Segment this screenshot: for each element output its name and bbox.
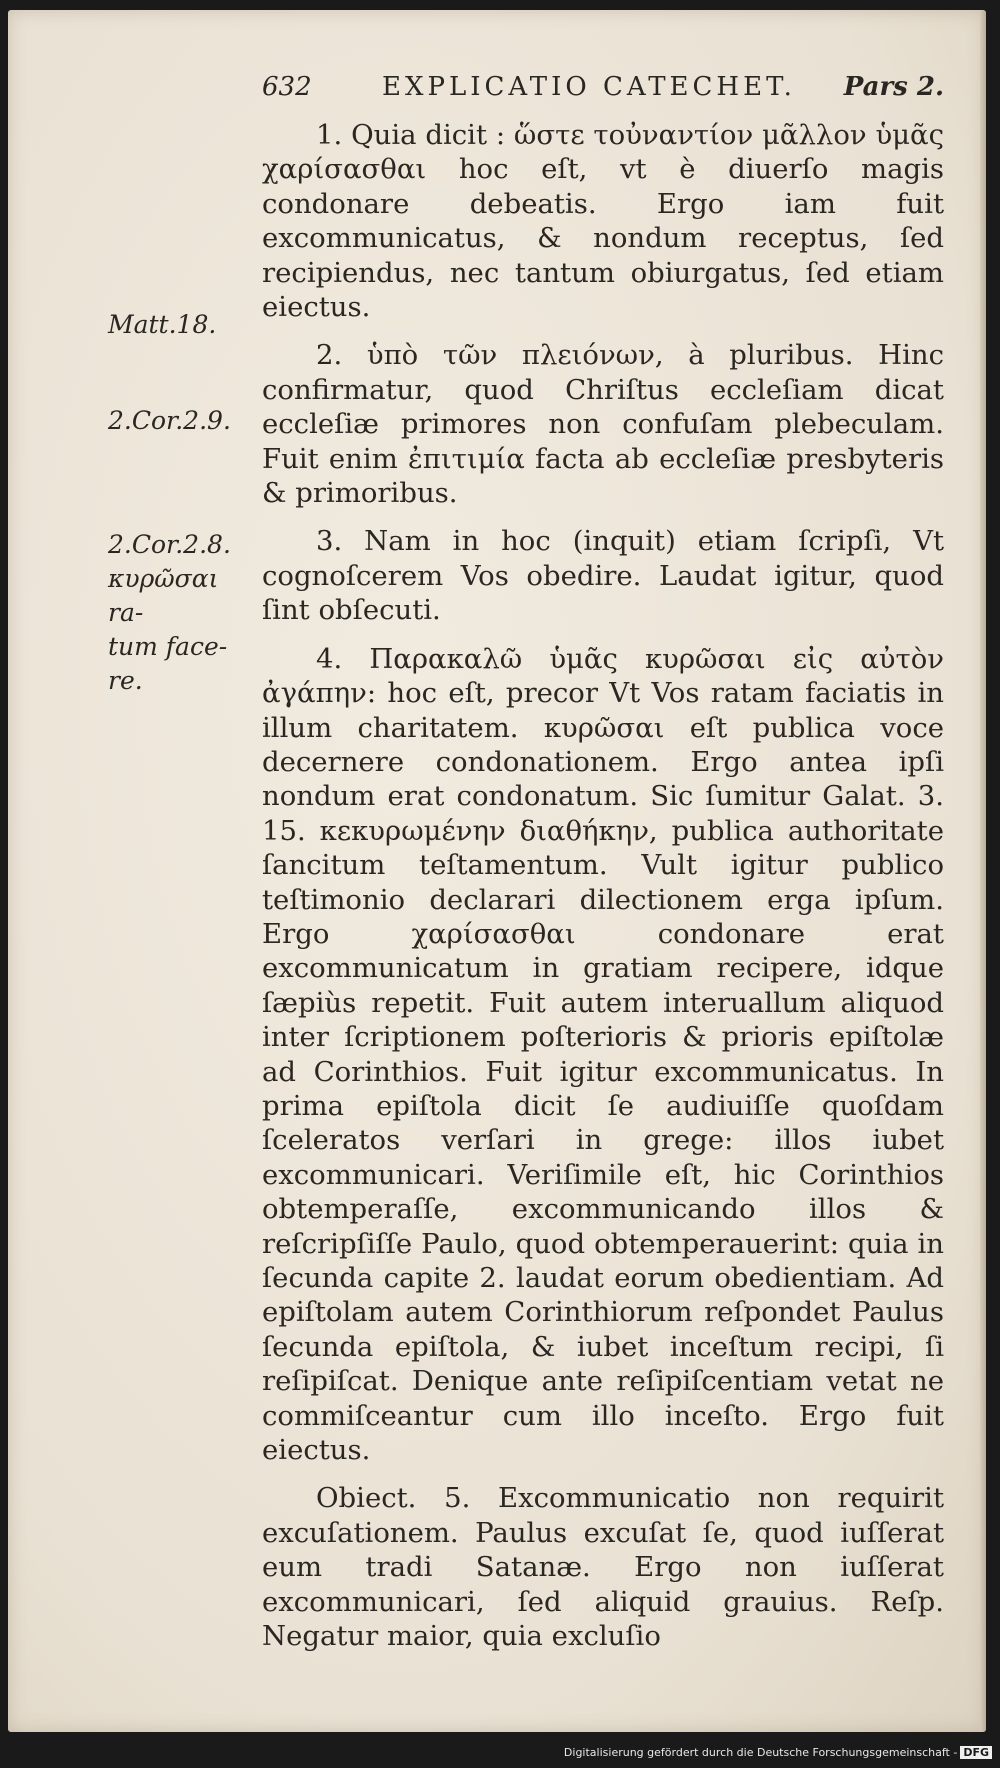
paragraph: Obiect. 5. Excommunicatio non requirit excuſationem. Paulus excuſat ſe, quod iuſſerat eum tradi Satanæ. Ergo non iuſſerat excommunicari, ſed aliquid grauius. Reſp. Negatur maior, quia excluſio <box>262 1482 944 1653</box>
dfg-logo: DFG <box>960 1746 992 1759</box>
main-text <box>262 118 944 1653</box>
digitization-credit <box>0 1746 992 1759</box>
margin-note: 2.Cor.2.9. <box>108 406 231 435</box>
paragraph: 2. ὑπὸ τῶν πλειόνων, à pluribus. Hinc confirmatur, quod Chriſtus eccleſiam dicat eccleſiæ primores non confuſam plebeculam. Fuit enim ἐπιτιμία facta ab eccleſiæ presbyteris & primoribus. <box>262 339 944 510</box>
book-page <box>8 10 986 1732</box>
page-number: 632 <box>262 72 312 102</box>
paragraph: 3. Nam in hoc (inquit) etiam ſcripſi, Vt cognoſcerem Vos obedire. Laudat igitur, quod ſint obſecuti. <box>262 525 944 627</box>
margin-note: Matt.18. <box>108 310 217 339</box>
page-edge <box>980 10 986 1732</box>
margin-note: 2.Cor.2.8. κυρῶσαι ra- tum face- re. <box>108 530 231 695</box>
paragraph: 1. Quia dicit : ὥστε τοὐναντίον μᾶλλον ὑμᾶς χαρίσασθαι hoc eſt, vt è diuerſo magis condonare debeatis. Ergo iam fuit excommunicatus, & nondum receptus, ſed recipiendus, nec tantum obiurgatus, ſed etiam eiectus. <box>262 119 944 324</box>
paragraph: 4. Παρακαλῶ ὑμᾶς κυρῶσαι εἰς αὐτὸν ἀγάπην: hoc eſt, precor Vt Vos ratam faciatis in illum charitatem. κυρῶσαι eſt publica voce decernere condonationem. Ergo antea ipſi nondum erat condonatum. Sic ſumitur Galat. 3. 15. κεκυρωμένην διαθήκην, publica authoritate ſancitum teſtamentum. Vult igitur publico teſtimonio declarari dilectionem erga ipſum. Ergo χαρίσασθαι condonare erat excommunicatum in gratiam recipere, idque ſæpiùs repetit. Fuit autem interuallum aliquod inter ſcriptionem poſterioris & prioris epiſtolæ ad Corinthios. Fuit igitur excommunicatus. In prima epiſtola dicit ſe audiuiſſe quoſdam ſceleratos verſari in grege: illos iubet excommunicari. Veriſimile eſt, hic Corinthios obtemperaſſe, excommunicando illos & reſcripſiſſe Paulo, quod obtemperauerint: quia in ſecunda capite 2. laudat eorum obedientiam. Ad epiſtolam autem Corinthiorum reſpondet Paulus ſecunda epiſtola, & iubet inceſtum recipi, ſi reſipiſcat. Denique ante reſipiſcentiam vetat ne commiſceantur cum illo inceſto. Ergo fuit eiectus. <box>262 642 944 1467</box>
part-label: Pars 2. <box>843 72 944 102</box>
running-head <box>262 72 944 112</box>
credit-text: Digitalisierung gefördert durch die Deutsche Forschungsgemeinschaft - <box>563 1746 958 1759</box>
running-title: EXPLICATIO CATECHET. <box>382 72 796 102</box>
